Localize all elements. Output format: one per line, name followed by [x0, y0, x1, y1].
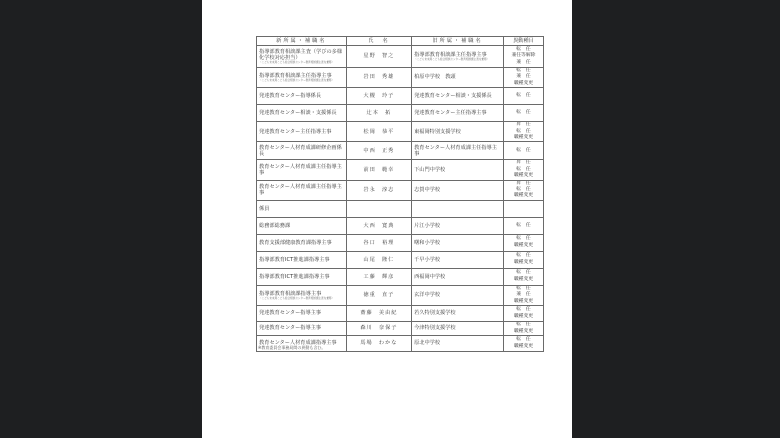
table-row [257, 122, 544, 142]
new-post: 指導部教育相談課指導主事 [259, 290, 322, 297]
table-row [257, 285, 544, 305]
person-name: 中西 正秀 [346, 142, 411, 160]
section-label: 係員 [257, 200, 347, 217]
old-post: 柏原中学校 教頭 [414, 74, 456, 81]
old-post: 原北中学校 [414, 340, 441, 347]
old-post-cell [412, 285, 504, 305]
new-post-cell [257, 142, 347, 160]
new-post-cell [257, 105, 347, 122]
transfer-type-cell [503, 68, 543, 88]
person-name: 徳重 直子 [346, 285, 411, 305]
old-post: 志賀中学校 [414, 187, 441, 194]
transfer-type-cell [503, 234, 543, 251]
new-post-note: （こども未来局こども総合相談センター教育相談課主査を兼務） [259, 297, 335, 301]
new-post-cell [257, 322, 347, 336]
transfer-type-cell [503, 180, 543, 200]
transfer-type: 職種変更 [513, 313, 534, 319]
old-post: 若久特別支援学校 [414, 310, 456, 317]
person-name: 前田 範幸 [346, 160, 411, 180]
table-row [257, 68, 544, 88]
new-post: 発達教育センター主任指導主事 [259, 128, 332, 135]
table-row [257, 142, 544, 160]
old-post: 曙和小学校 [414, 239, 441, 246]
transfer-type-cell [503, 142, 543, 160]
old-post-cell [412, 142, 504, 160]
person-name: 辻本 拓 [346, 105, 411, 122]
transfer-type: 転 任 [516, 322, 531, 328]
old-post-cell [412, 336, 504, 352]
new-post: 教育センター人材育成課研修企画係長 [259, 144, 342, 157]
transfer-type: 転 任 [516, 236, 531, 242]
table-row [257, 322, 544, 336]
new-post: 教育センター人材育成課主任指導主事 [259, 183, 342, 197]
transfer-type: 転 任 [516, 187, 531, 193]
new-post-cell [257, 234, 347, 251]
header-new-post: 新所属・補職名 [257, 37, 347, 46]
new-post: 発達教育センター指導主事 [259, 325, 322, 332]
transfer-type: 職種変更 [513, 259, 534, 265]
transfer-type-cell [503, 88, 543, 105]
old-post: 発達教育センター主任指導主事 [414, 110, 487, 117]
transfer-type: 兼 任 [516, 292, 531, 298]
transfer-type: 転 任 [516, 337, 531, 343]
new-post-cell [257, 180, 347, 200]
transfer-type: 転 任 [516, 307, 531, 313]
empty-cell [503, 200, 543, 217]
transfer-type-cell [503, 306, 543, 322]
new-post: 発達教育センター指導主事 [259, 310, 322, 317]
old-post-cell [412, 217, 504, 234]
old-post: 教育センター人材育成課主任指導主事 [414, 144, 497, 157]
new-post-cell [257, 68, 347, 88]
old-post-cell [412, 322, 504, 336]
old-post-cell [412, 234, 504, 251]
person-name: 馬場 わかな [346, 336, 411, 352]
transfer-type: 職種変更 [513, 193, 534, 199]
transfer-type: 職種変更 [513, 343, 534, 349]
old-post: 片江小学校 [414, 222, 441, 229]
person-name: 岩永 淳志 [346, 180, 411, 200]
person-name: 谷口 裕理 [346, 234, 411, 251]
table-row [257, 268, 544, 285]
personnel-transfer-table [256, 36, 544, 352]
transfer-type-cell [503, 160, 543, 180]
new-post: 総務部総務課 [259, 222, 291, 229]
transfer-type: 職種変更 [513, 135, 534, 141]
new-post: 発達教育センター相談・支援係長 [259, 110, 337, 117]
new-post-cell [257, 306, 347, 322]
transfer-type: 転 任 [516, 68, 531, 73]
transfer-type: 転 任 [516, 110, 531, 116]
old-post: 発達教育センター相談・支援係長 [414, 93, 492, 100]
old-post: 千早小学校 [414, 256, 441, 263]
transfer-type: 転 任 [516, 222, 531, 228]
old-post: 今津特別支援学校 [414, 325, 456, 332]
old-post-cell [412, 105, 504, 122]
new-post: 教育支援部健康教育課指導主事 [259, 239, 332, 246]
person-name: 岩田 秀雄 [346, 68, 411, 88]
transfer-type: 昇 任 [516, 122, 531, 128]
transfer-type-cell [503, 336, 543, 352]
new-post-cell [257, 122, 347, 142]
transfer-type: 転 任 [516, 93, 531, 99]
transfer-type: 職種変更 [513, 276, 534, 282]
table-row [257, 180, 544, 200]
transfer-type: 兼 任 [516, 59, 531, 65]
person-name: 大槻 玲子 [346, 88, 411, 105]
transfer-type: 昇 任 [516, 160, 531, 166]
transfer-type: 転 任 [516, 147, 531, 153]
old-post: 下山門中学校 [414, 166, 446, 173]
transfer-type-cell [503, 105, 543, 122]
transfer-type-cell [503, 251, 543, 268]
old-post: 指導部教育相談課主任指導主事 [414, 51, 487, 58]
old-post-cell [412, 160, 504, 180]
transfer-type: 職種変更 [513, 328, 534, 334]
old-post-cell [412, 122, 504, 142]
person-name: 大西 寛典 [346, 217, 411, 234]
empty-cell [412, 200, 504, 217]
new-post: 教育センター人材育成課指導主事 [259, 340, 337, 347]
old-post: 東福岡特別支援学校 [414, 128, 461, 135]
header-old-post: 旧所属・補職名 [412, 37, 504, 46]
old-post: 西福岡中学校 [414, 273, 446, 280]
new-post-cell [257, 251, 347, 268]
transfer-type: 職種変更 [513, 298, 534, 304]
empty-cell [346, 200, 411, 217]
section-row [257, 200, 544, 217]
transfer-type-cell [503, 285, 543, 305]
transfer-type: 転 任 [516, 285, 531, 291]
table-row [257, 251, 544, 268]
table-row [257, 160, 544, 180]
transfer-type: 職種変更 [513, 173, 534, 179]
document-page [202, 0, 572, 438]
new-post-cell [257, 285, 347, 305]
new-post: 指導部教育相談課主任指導主事 [259, 72, 332, 79]
old-post-cell [412, 268, 504, 285]
transfer-type: 転 任 [516, 166, 531, 172]
new-post-cell [257, 88, 347, 105]
header-name: 氏 名 [346, 37, 411, 46]
transfer-type: 転 任 [516, 46, 531, 52]
person-name: 松岡 恭平 [346, 122, 411, 142]
new-post-note: （こども未来局こども総合相談センター教育相談課主査を兼務） [259, 79, 335, 83]
transfer-type: 職種変更 [513, 80, 534, 86]
old-post-cell [412, 46, 504, 68]
footnote: ※教育委員会事務局間の異動も含む。 [258, 345, 326, 350]
transfer-type-cell [503, 217, 543, 234]
transfer-type-cell [503, 46, 543, 68]
transfer-type: 昇 任 [516, 180, 531, 186]
new-post-cell [257, 46, 347, 68]
table-row [257, 217, 544, 234]
new-post: 教育センター人材育成課主任指導主事 [259, 163, 342, 177]
person-name: 星野 智之 [346, 46, 411, 68]
person-name: 工藤 輝彦 [346, 268, 411, 285]
header-transfer-type: 異動種目 [503, 37, 543, 46]
transfer-type: 職種変更 [513, 242, 534, 248]
transfer-type: 転 任 [516, 253, 531, 259]
new-post-cell [257, 268, 347, 285]
old-post: 玄洋中学校 [414, 292, 441, 299]
table-row [257, 105, 544, 122]
old-post-cell [412, 251, 504, 268]
person-name: 森川 奈保子 [346, 322, 411, 336]
table-row [257, 234, 544, 251]
old-post-cell [412, 180, 504, 200]
transfer-type-cell [503, 268, 543, 285]
new-post-cell [257, 217, 347, 234]
transfer-type: 兼 任 [516, 74, 531, 80]
table-row [257, 306, 544, 322]
new-post-note: （こども未来局こども総合相談センター教育相談課主査を兼務） [259, 61, 335, 65]
new-post: 発達教育センター指導係長 [259, 93, 322, 100]
old-post-note: （こども未来局こども総合相談センター教育相談課主査を兼務） [414, 58, 490, 62]
new-post: 指導部教育ICT推進課指導主事 [259, 256, 330, 263]
transfer-type: 兼任等解除 [511, 53, 536, 59]
table-row [257, 46, 544, 68]
new-post: 指導部教育ICT推進課指導主事 [259, 273, 330, 280]
transfer-type-cell [503, 322, 543, 336]
old-post-cell [412, 306, 504, 322]
table-header-row [257, 37, 544, 46]
old-post-cell [412, 68, 504, 88]
new-post-cell [257, 160, 347, 180]
table-row [257, 88, 544, 105]
new-post: 指導部教育相談課主査（学びの多様化学校対応担当） [259, 48, 343, 61]
person-name: 齋藤 美由紀 [346, 306, 411, 322]
transfer-type: 転 任 [516, 128, 531, 134]
transfer-type-cell [503, 122, 543, 142]
person-name: 山尾 隆仁 [346, 251, 411, 268]
old-post-cell [412, 88, 504, 105]
transfer-type: 転 任 [516, 270, 531, 276]
